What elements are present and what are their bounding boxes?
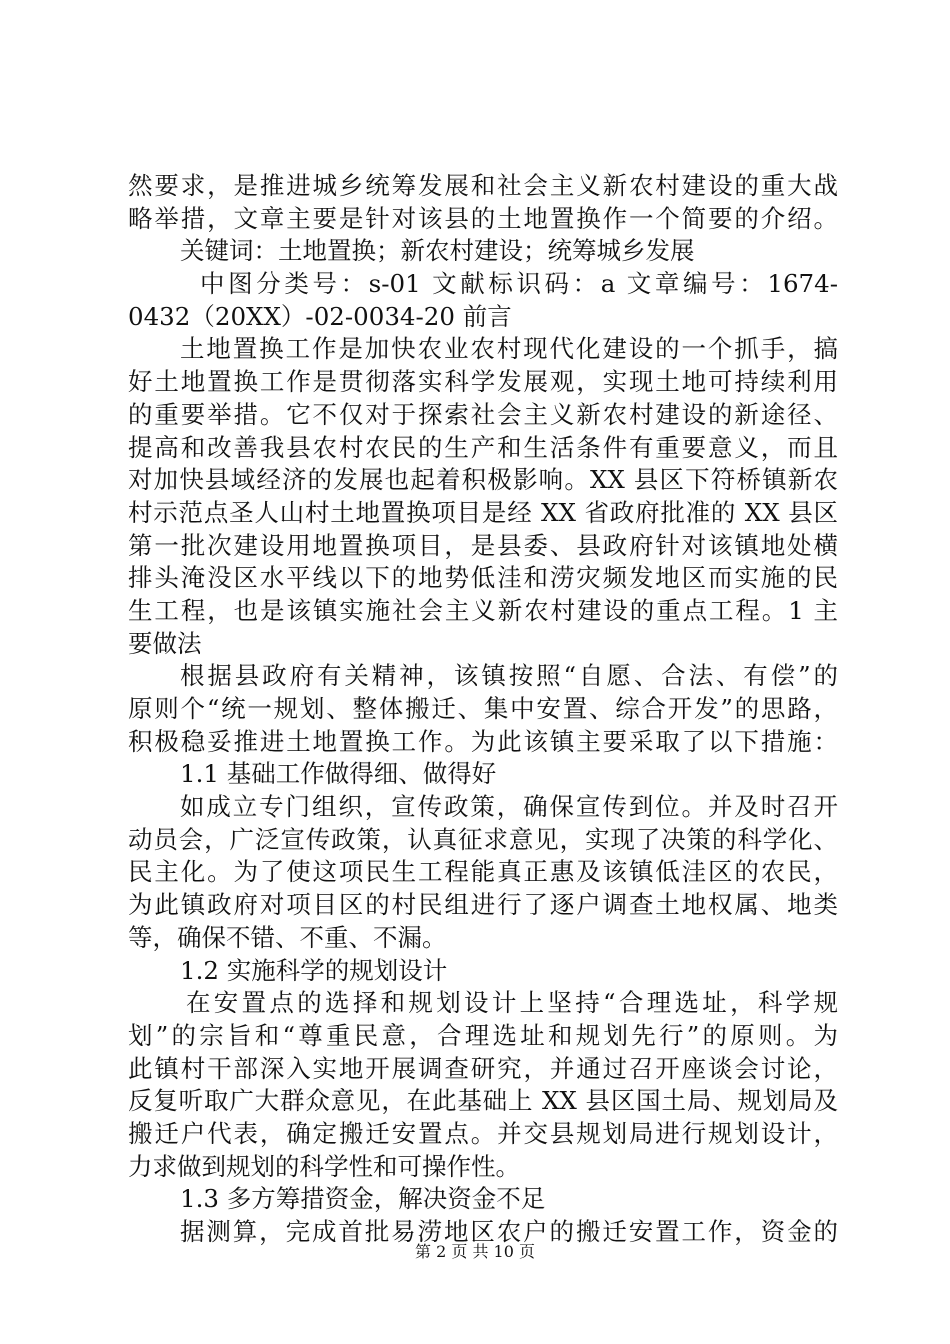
text-line: 的重要举措。它不仅对于探索社会主义新农村建设的新途径、 <box>128 399 838 429</box>
text-line: 在安置点的选择和规划设计上坚持“合理选址，科学规 <box>186 988 838 1018</box>
text-line: 然要求，是推进城乡统筹发展和社会主义新农村建设的重大战 <box>128 171 838 200</box>
text-line: 力求做到规划的科学性和可操作性。 <box>128 1151 520 1181</box>
text-line: 中图分类号：s-01 文献标识码：a 文章编号：1674- <box>200 269 838 299</box>
text-line: 好土地置换工作是贯彻落实科学发展观，实现土地可持续利用 <box>128 367 838 397</box>
text-line: 原则个“统一规划、整体搬迁、集中安置、综合开发”的思路， <box>128 694 838 723</box>
text-line: 排头淹没区水平线以下的地势低洼和涝灾频发地区而实施的民 <box>128 563 838 593</box>
text-line: 动员会，广泛宣传政策，认真征求意见，实现了决策的科学化、 <box>128 824 838 854</box>
text-line: 1.1 基础工作做得细、做得好 <box>180 759 497 789</box>
document-body <box>128 170 838 1249</box>
text-line: 0432（20XX）-02-0034-20 前言 <box>128 301 512 331</box>
text-line: 提高和改善我县农村农民的生产和生活条件有重要意义，而且 <box>128 432 838 462</box>
page-footer: 第 2 页 共 10 页 <box>415 1242 535 1261</box>
text-line: 要做法 <box>128 628 202 658</box>
text-line: 根据县政府有关精神，该镇按照“自愿、合法、有偿”的 <box>180 661 838 691</box>
text-line: 为此镇政府对项目区的村民组进行了逐户调查土地权属、地类 <box>128 890 838 920</box>
text-line: 搬迁户代表，确定搬迁安置点。并交县规划局进行规划设计， <box>128 1118 838 1148</box>
text-line: 关键词：土地置换；新农村建设；统筹城乡发展 <box>180 236 695 266</box>
text-line: 如成立专门组织，宣传政策，确保宣传到位。并及时召开 <box>180 792 838 822</box>
text-line: 反复听取广大群众意见，在此基础上 XX 县区国土局、规划局及 <box>128 1086 838 1116</box>
text-line: 第一批次建设用地置换项目，是县委、县政府针对该镇地处横 <box>128 530 838 560</box>
text-line: 划”的宗旨和“尊重民意，合理选址和规划先行”的原则。为 <box>128 1020 838 1050</box>
text-line: 据测算，完成首批易涝地区农户的搬迁安置工作，资金的 <box>180 1217 838 1246</box>
text-line: 生工程，也是该镇实施社会主义新农村建设的重点工程。1 主 <box>128 595 838 625</box>
text-line: 等，确保不错、不重、不漏。 <box>128 922 447 952</box>
text-line: 1.3 多方筹措资金，解决资金不足 <box>180 1184 546 1214</box>
text-line: 对加快县域经济的发展也起着积极影响。XX 县区下符桥镇新农 <box>128 465 838 495</box>
text-line: 积极稳妥推进土地置换工作。为此该镇主要采取了以下措施： <box>128 726 838 756</box>
text-line: 民主化。为了使这项民生工程能真正惠及该镇低洼区的农民， <box>128 857 838 887</box>
text-line: 1.2 实施科学的规划设计 <box>180 955 448 985</box>
text-line: 此镇村干部深入实地开展调查研究，并通过召开座谈会讨论， <box>128 1053 838 1083</box>
text-line: 略举措，文章主要是针对该县的土地置换作一个简要的介绍。 <box>128 203 838 233</box>
text-line: 村示范点圣人山村土地置换项目是经 XX 省政府批准的 XX 县区 <box>128 497 838 527</box>
text-line: 土地置换工作是加快农业农村现代化建设的一个抓手，搞 <box>180 334 838 364</box>
